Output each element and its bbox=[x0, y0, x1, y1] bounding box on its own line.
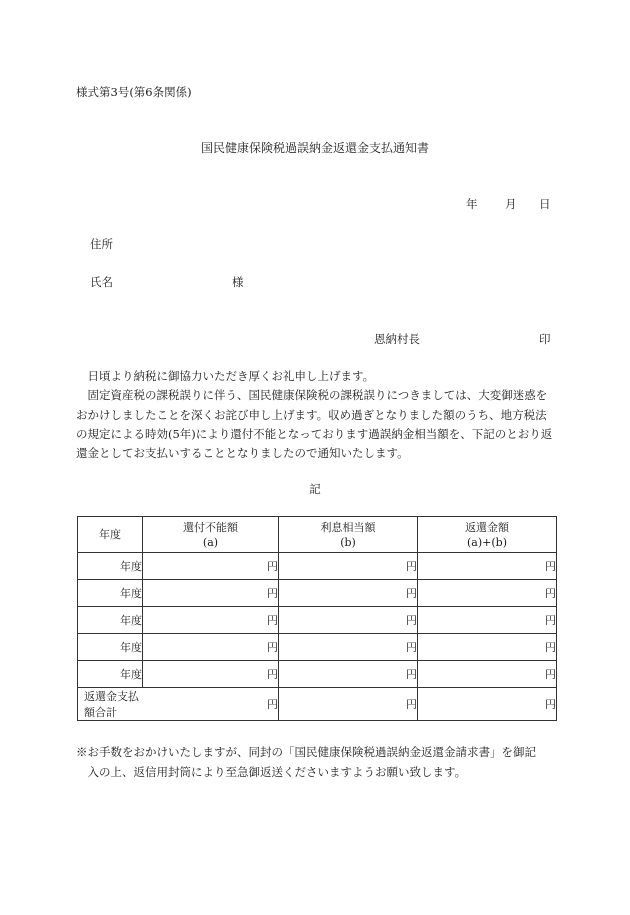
footnote bbox=[76, 742, 556, 782]
date-year-label: 年 bbox=[466, 197, 478, 211]
row-amount-b: 円 bbox=[279, 580, 418, 607]
row-amount-a: 円 bbox=[143, 661, 279, 688]
address-label: 住所 bbox=[90, 237, 113, 251]
total-label: 返還金支払額合計 bbox=[78, 688, 143, 721]
total-amount-b: 円 bbox=[279, 688, 418, 721]
form-number: 様式第3号(第6条関係) bbox=[76, 85, 192, 99]
footnote-line-1: ※お手数をおかけいたしますが、同封の「国民健康保険税過誤納金返還金請求書」を御記 bbox=[76, 745, 536, 759]
row-amount-c: 円 bbox=[418, 607, 557, 634]
row-year: 年度 bbox=[78, 553, 143, 580]
header-b-sub: (b) bbox=[340, 535, 356, 549]
date-day-label: 日 bbox=[539, 197, 551, 211]
total-amount-a: 円 bbox=[143, 688, 279, 721]
row-amount-c: 円 bbox=[418, 661, 557, 688]
row-amount-a: 円 bbox=[143, 580, 279, 607]
table-row bbox=[78, 553, 557, 580]
total-row bbox=[78, 688, 557, 721]
header-refund-amount bbox=[418, 517, 557, 553]
footnote-line-2: 入の上、返信用封筒により至急御返送くださいますようお願い致します。 bbox=[87, 765, 467, 779]
table-row bbox=[78, 607, 557, 634]
header-interest-amount bbox=[279, 517, 418, 553]
explanation-paragraph: 固定資産税の課税誤りに伴う、国民健康保険税の課税誤りにつきましては、大変御迷惑をおかけしましたことを深くお詫び申し上げます。収め過ぎとなりました額のうち、地方税法の規定による時効(5年)により還付不能となっております過誤納金相当額を、下記のとおり返還金としてお支払いすることとなりましたので通知いたします。 bbox=[76, 388, 553, 461]
header-unrefundable-amount bbox=[143, 517, 279, 553]
table-row bbox=[78, 580, 557, 607]
row-amount-c: 円 bbox=[418, 553, 557, 580]
row-amount-c: 円 bbox=[418, 580, 557, 607]
row-year: 年度 bbox=[78, 580, 143, 607]
document-title: 国民健康保険税過誤納金返還金支払通知書 bbox=[200, 141, 429, 155]
header-a-label: 還付不能額 bbox=[183, 520, 238, 534]
table-row bbox=[78, 634, 557, 661]
header-b-label: 利息相当額 bbox=[320, 520, 376, 534]
header-c-sub: (a)+(b) bbox=[467, 535, 507, 549]
date-month-label: 月 bbox=[505, 197, 517, 211]
greeting-paragraph: 日頃より納税に御協力いただき厚くお礼申し上げます。 bbox=[87, 369, 375, 383]
header-c-label: 返還金額 bbox=[465, 520, 509, 534]
header-a-sub: (a) bbox=[202, 535, 219, 549]
header-fiscal-year: 年度 bbox=[78, 517, 143, 553]
row-year: 年度 bbox=[78, 634, 143, 661]
row-amount-a: 円 bbox=[143, 553, 279, 580]
row-amount-b: 円 bbox=[279, 607, 418, 634]
notice-body bbox=[76, 367, 554, 463]
row-year: 年度 bbox=[78, 607, 143, 634]
name-label: 氏名 bbox=[90, 275, 113, 289]
table-header-row bbox=[78, 517, 557, 553]
seal-mark: 印 bbox=[539, 332, 551, 346]
honorific-label: 様 bbox=[232, 275, 244, 289]
row-amount-b: 円 bbox=[279, 661, 418, 688]
issuer-name: 恩納村長 bbox=[374, 332, 420, 346]
table-row bbox=[78, 661, 557, 688]
row-amount-a: 円 bbox=[143, 607, 279, 634]
row-year: 年度 bbox=[78, 661, 143, 688]
total-amount-c: 円 bbox=[418, 688, 557, 721]
row-amount-b: 円 bbox=[279, 553, 418, 580]
row-amount-b: 円 bbox=[279, 634, 418, 661]
row-amount-c: 円 bbox=[418, 634, 557, 661]
refund-table bbox=[77, 516, 557, 721]
ki-heading: 記 bbox=[309, 482, 321, 496]
row-amount-a: 円 bbox=[143, 634, 279, 661]
